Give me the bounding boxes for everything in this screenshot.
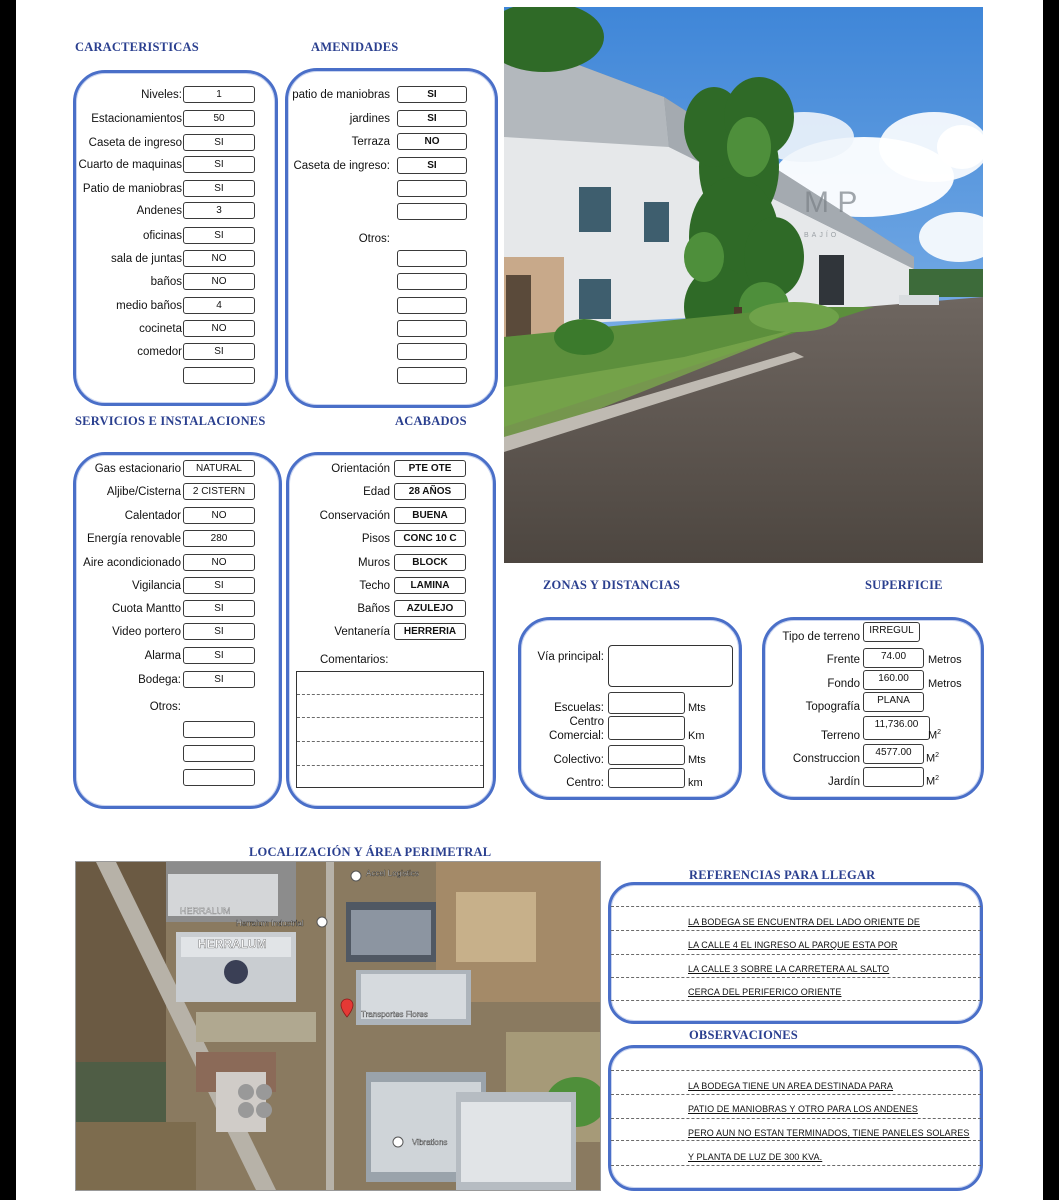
servicios-label-3: Energía renovable bbox=[87, 533, 181, 545]
amenidades-empty-box-4[interactable] bbox=[397, 297, 467, 314]
observaciones-heading: OBSERVACIONES bbox=[689, 1028, 798, 1042]
referencias-heading: REFERENCIAS PARA LLEGAR bbox=[689, 868, 876, 882]
map-label-herralum-1: HERRALUM bbox=[180, 906, 231, 916]
servicios-value-8[interactable]: SI bbox=[183, 647, 255, 664]
servicios-value-9[interactable]: SI bbox=[183, 671, 255, 688]
caracteristicas-label-7: sala de juntas bbox=[111, 253, 182, 265]
superficie-heading: SUPERFICIE bbox=[865, 578, 943, 592]
referencia-line-3: CERCA DEL PERIFERICO ORIENTE bbox=[688, 987, 842, 997]
frente-value[interactable]: 74.00 bbox=[863, 648, 924, 668]
centro-unit: km bbox=[688, 777, 703, 789]
terreno-label: Terreno bbox=[821, 730, 860, 742]
acabados-value-7[interactable]: HERRERIA bbox=[394, 623, 466, 640]
acabados-value-5[interactable]: LAMINA bbox=[394, 577, 466, 594]
map-label-herralum-industrial: Herralum Industrial bbox=[236, 919, 304, 928]
fondo-label: Fondo bbox=[827, 678, 860, 690]
caracteristicas-value-10[interactable]: NO bbox=[183, 320, 255, 337]
tipo-terreno-label: Tipo de terreno bbox=[782, 631, 860, 643]
servicios-otros-label: Otros: bbox=[149, 701, 181, 713]
servicios-extra-box-2[interactable] bbox=[183, 745, 255, 762]
servicios-label-1: Aljibe/Cisterna bbox=[106, 486, 181, 498]
centro-dist-label: Centro: bbox=[566, 777, 604, 789]
acabados-label-1: Edad bbox=[363, 486, 390, 498]
referencia-line-1: LA CALLE 4 EL INGRESO AL PARQUE ESTA POR bbox=[688, 940, 898, 950]
caracteristicas-label-6: oficinas bbox=[143, 230, 182, 242]
acabados-label-7: Ventanería bbox=[334, 626, 390, 638]
centro-comercial-unit: Km bbox=[688, 730, 705, 742]
servicios-value-1[interactable]: 2 CISTERN bbox=[183, 483, 255, 500]
amenidades-label-3: Caseta de ingreso: bbox=[293, 160, 390, 172]
amenidades-value-0[interactable]: SI bbox=[397, 86, 467, 103]
caracteristicas-value-1[interactable]: 50 bbox=[183, 110, 255, 127]
caracteristicas-label-8: baños bbox=[150, 276, 182, 288]
caracteristicas-label-1: Estacionamientos bbox=[91, 113, 182, 125]
referencia-line-2: LA CALLE 3 SOBRE LA CARRETERA AL SALTO bbox=[688, 964, 890, 974]
colectivo-input[interactable] bbox=[608, 745, 685, 765]
caracteristicas-label-10: cocineta bbox=[139, 323, 182, 335]
escuelas-input[interactable] bbox=[608, 692, 685, 714]
amenidades-label-1: jardines bbox=[349, 113, 390, 125]
acabados-label-3: Pisos bbox=[361, 533, 390, 545]
servicios-heading: SERVICIOS E INSTALACIONES bbox=[75, 414, 266, 428]
servicios-value-7[interactable]: SI bbox=[183, 623, 255, 640]
servicios-label-9: Bodega: bbox=[138, 674, 181, 686]
acabados-label-4: Muros bbox=[358, 557, 390, 569]
servicios-value-4[interactable]: NO bbox=[183, 554, 255, 571]
servicios-value-2[interactable]: NO bbox=[183, 507, 255, 524]
via-input[interactable] bbox=[608, 645, 733, 687]
servicios-value-0[interactable]: NATURAL bbox=[183, 460, 255, 477]
caracteristicas-label-4: Patio de maniobras bbox=[82, 183, 182, 195]
amenidades-label-2: Terraza bbox=[351, 136, 390, 148]
topografia-value[interactable]: PLANA bbox=[863, 692, 924, 712]
centro-input[interactable] bbox=[608, 768, 685, 788]
caracteristicas-value-6[interactable]: SI bbox=[183, 227, 255, 244]
servicios-extra-box-1[interactable] bbox=[183, 721, 255, 738]
amenidades-heading: AMENIDADES bbox=[311, 40, 399, 54]
tipo-terreno-value[interactable]: IRREGUL bbox=[863, 622, 920, 642]
map-label-vibrations: Vibrations bbox=[412, 1138, 448, 1147]
observacion-line-0: LA BODEGA TIENE UN AREA DESTINADA PARA bbox=[688, 1081, 894, 1091]
referencia-line-0: LA BODEGA SE ENCUENTRA DEL LADO ORIENTE DE bbox=[688, 917, 920, 927]
amenidades-empty-box-6[interactable] bbox=[397, 343, 467, 360]
escuelas-label: Escuelas: bbox=[554, 702, 604, 714]
amenidades-empty-box-5[interactable] bbox=[397, 320, 467, 337]
colectivo-unit: Mts bbox=[688, 754, 706, 766]
caracteristicas-value-7[interactable]: NO bbox=[183, 250, 255, 267]
warehouse-sign-sub: BAJÍO bbox=[804, 232, 840, 239]
acabados-value-0[interactable]: PTE OTE bbox=[394, 460, 466, 477]
caracteristicas-label-2: Caseta de ingreso bbox=[88, 137, 182, 149]
amenidades-empty-box-1[interactable] bbox=[397, 203, 467, 220]
comentarios-box[interactable] bbox=[296, 671, 484, 788]
amenidades-empty-box-0[interactable] bbox=[397, 180, 467, 197]
observacion-line-1: PATIO DE MANIOBRAS Y OTRO PARA LOS ANDENES bbox=[688, 1104, 918, 1114]
terreno-unit: $M^2$ bbox=[928, 729, 942, 742]
construccion-value[interactable]: 4577.00 bbox=[863, 744, 924, 764]
centro-label: Centro bbox=[569, 716, 604, 728]
colectivo-label: Colectivo: bbox=[553, 754, 604, 766]
amenidades-empty-box-2[interactable] bbox=[397, 250, 467, 267]
referencias-panel bbox=[608, 882, 983, 1024]
caracteristicas-label-5: Andenes bbox=[136, 205, 182, 217]
frente-unit: Metros bbox=[928, 654, 962, 666]
servicios-label-2: Calentador bbox=[124, 510, 181, 522]
caracteristicas-label-9: medio baños bbox=[116, 300, 182, 312]
acabados-value-2[interactable]: BUENA bbox=[394, 507, 466, 524]
observaciones-panel bbox=[608, 1045, 983, 1191]
document-page bbox=[16, 0, 1043, 1200]
acabados-heading: ACABADOS bbox=[395, 414, 467, 428]
caracteristicas-label-0: Niveles: bbox=[141, 89, 182, 101]
fondo-value[interactable]: 160.00 bbox=[863, 670, 924, 690]
warehouse-photo bbox=[504, 7, 983, 563]
escuelas-unit: Mts bbox=[688, 702, 706, 714]
caracteristicas-value-4[interactable]: SI bbox=[183, 180, 255, 197]
caracteristicas-value-0[interactable]: 1 bbox=[183, 86, 255, 103]
caracteristicas-extra-box[interactable] bbox=[183, 367, 255, 384]
acabados-value-1[interactable]: 28 AÑOS bbox=[394, 483, 466, 500]
acabados-value-3[interactable]: CONC 10 C bbox=[394, 530, 466, 547]
acabados-value-4[interactable]: BLOCK bbox=[394, 554, 466, 571]
caracteristicas-value-8[interactable]: NO bbox=[183, 273, 255, 290]
servicios-label-6: Cuota Mantto bbox=[111, 603, 181, 615]
acabados-value-6[interactable]: AZULEJO bbox=[394, 600, 466, 617]
map-label-transportes: Transportes Flores bbox=[361, 1010, 428, 1019]
observacion-line-3: Y PLANTA DE LUZ DE 300 KVA. bbox=[688, 1152, 823, 1162]
servicios-extra-box-3[interactable] bbox=[183, 769, 255, 786]
servicios-label-5: Vigilancia bbox=[131, 580, 181, 592]
zonas-heading: ZONAS Y DISTANCIAS bbox=[543, 578, 681, 592]
centro-comercial-input[interactable] bbox=[608, 716, 685, 740]
servicios-value-5[interactable]: SI bbox=[183, 577, 255, 594]
topografia-label: Topografía bbox=[805, 701, 860, 713]
amenidades-value-1[interactable]: SI bbox=[397, 110, 467, 127]
comentarios-label: Comentarios: bbox=[320, 654, 389, 666]
amenidades-value-3[interactable]: SI bbox=[397, 157, 467, 174]
servicios-label-8: Alarma bbox=[144, 650, 181, 662]
via-label: Vía principal: bbox=[537, 651, 604, 663]
frente-label: Frente bbox=[826, 654, 860, 666]
servicios-value-3[interactable]: 280 bbox=[183, 530, 255, 547]
servicios-label-7: Video portero bbox=[112, 626, 181, 638]
map-label-accel: Accel Logistics bbox=[366, 869, 419, 878]
caracteristicas-heading: CARACTERISTICAS bbox=[75, 40, 199, 54]
fondo-unit: Metros bbox=[928, 678, 962, 690]
terreno-value[interactable]: 11,736.00 bbox=[863, 716, 930, 740]
servicios-value-6[interactable]: SI bbox=[183, 600, 255, 617]
amenidades-empty-box-3[interactable] bbox=[397, 273, 467, 290]
servicios-label-0: Gas estacionario bbox=[94, 463, 181, 475]
caracteristicas-value-9[interactable]: 4 bbox=[183, 297, 255, 314]
observacion-line-2: PERO AUN NO ESTAN TERMINADOS, TIENE PANELES SOLARES bbox=[688, 1128, 970, 1138]
warehouse-sign: M P bbox=[804, 186, 858, 219]
acabados-label-5: Techo bbox=[359, 580, 390, 592]
caracteristicas-value-5[interactable]: 3 bbox=[183, 202, 255, 219]
acabados-label-6: Baños bbox=[357, 603, 390, 615]
caracteristicas-value-11[interactable]: SI bbox=[183, 343, 255, 360]
satellite-map[interactable] bbox=[75, 861, 601, 1191]
amenidades-value-2[interactable]: NO bbox=[397, 133, 467, 150]
map-label-herralum-2: HERRALUM bbox=[198, 937, 267, 951]
comercial-label: Comercial: bbox=[549, 730, 604, 742]
caracteristicas-label-11: comedor bbox=[137, 346, 182, 358]
amenidades-empty-box-7[interactable] bbox=[397, 367, 467, 384]
jardin-unit: $M^2$ bbox=[926, 775, 940, 788]
caracteristicas-label-3: Cuarto de maquinas bbox=[78, 159, 182, 171]
jardin-value[interactable] bbox=[863, 767, 924, 787]
localizacion-heading: LOCALIZACIÓN Y ÁREA PERIMETRAL bbox=[249, 845, 492, 859]
amenidades-label-0: patio de maniobras bbox=[292, 89, 390, 101]
servicios-label-4: Aire acondicionado bbox=[83, 557, 181, 569]
acabados-label-2: Conservación bbox=[319, 510, 390, 522]
construccion-unit: $M^2$ bbox=[926, 752, 940, 765]
caracteristicas-value-3[interactable]: SI bbox=[183, 156, 255, 173]
jardin-label: Jardín bbox=[828, 776, 860, 788]
construccion-label: Construccion bbox=[792, 753, 860, 765]
amenidades-otros-label: Otros: bbox=[358, 233, 390, 245]
caracteristicas-value-2[interactable]: SI bbox=[183, 134, 255, 151]
acabados-label-0: Orientación bbox=[331, 463, 390, 475]
